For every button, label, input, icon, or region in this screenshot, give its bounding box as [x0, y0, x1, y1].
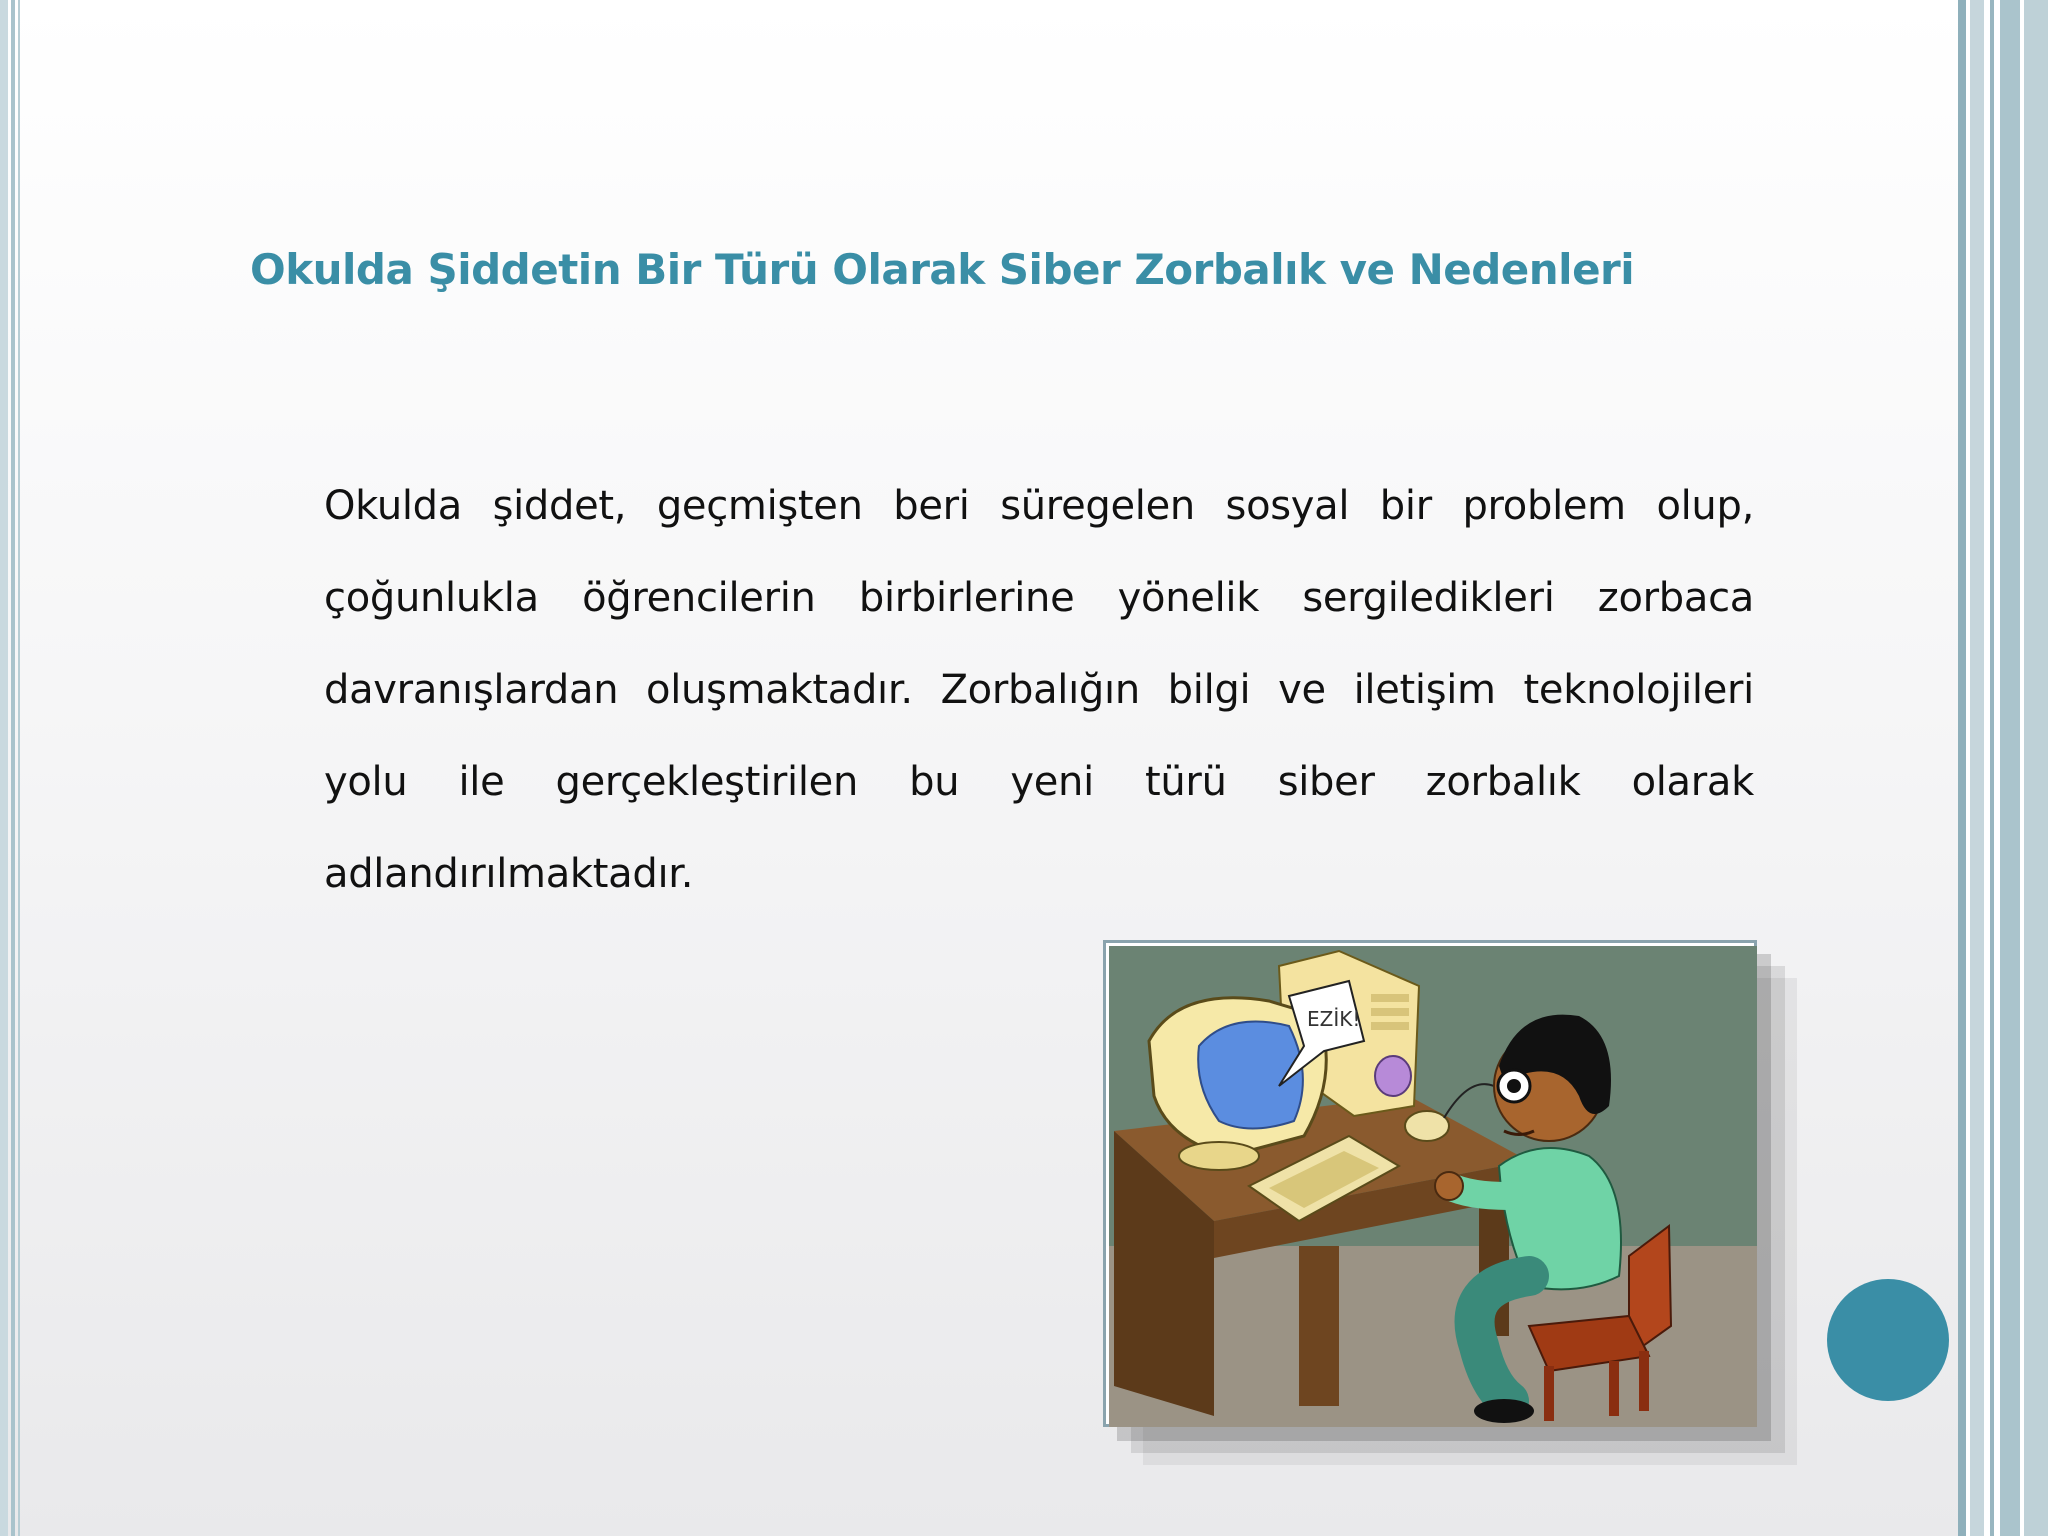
speech-bubble-text: EZİK! [1307, 1007, 1361, 1031]
slide-body-text: Okulda şiddet, geçmişten beri süregelen sosyal bir problem olup, çoğunlukla öğrencilerin birbirlerine yönelik sergiledikleri zorbaca davranışlardan oluşmaktadır. Zorbalığın bilgi ve iletişim teknolojileri yolu ile gerçekleştirilen bu yeni türü siber zorbalık olarak adlandırılmaktadır. [324, 483, 1754, 897]
right-decorative-border [1958, 0, 2048, 1536]
slide-title: Okulda Şiddetin Bir Türü Olarak Siber Zorbalık ve Nedenleri [250, 245, 1635, 294]
cyberbullying-illustration [1103, 940, 1757, 1427]
cartoon-image [1109, 946, 1757, 1427]
decorative-circle [1827, 1279, 1949, 1401]
left-decorative-border [0, 0, 26, 1536]
